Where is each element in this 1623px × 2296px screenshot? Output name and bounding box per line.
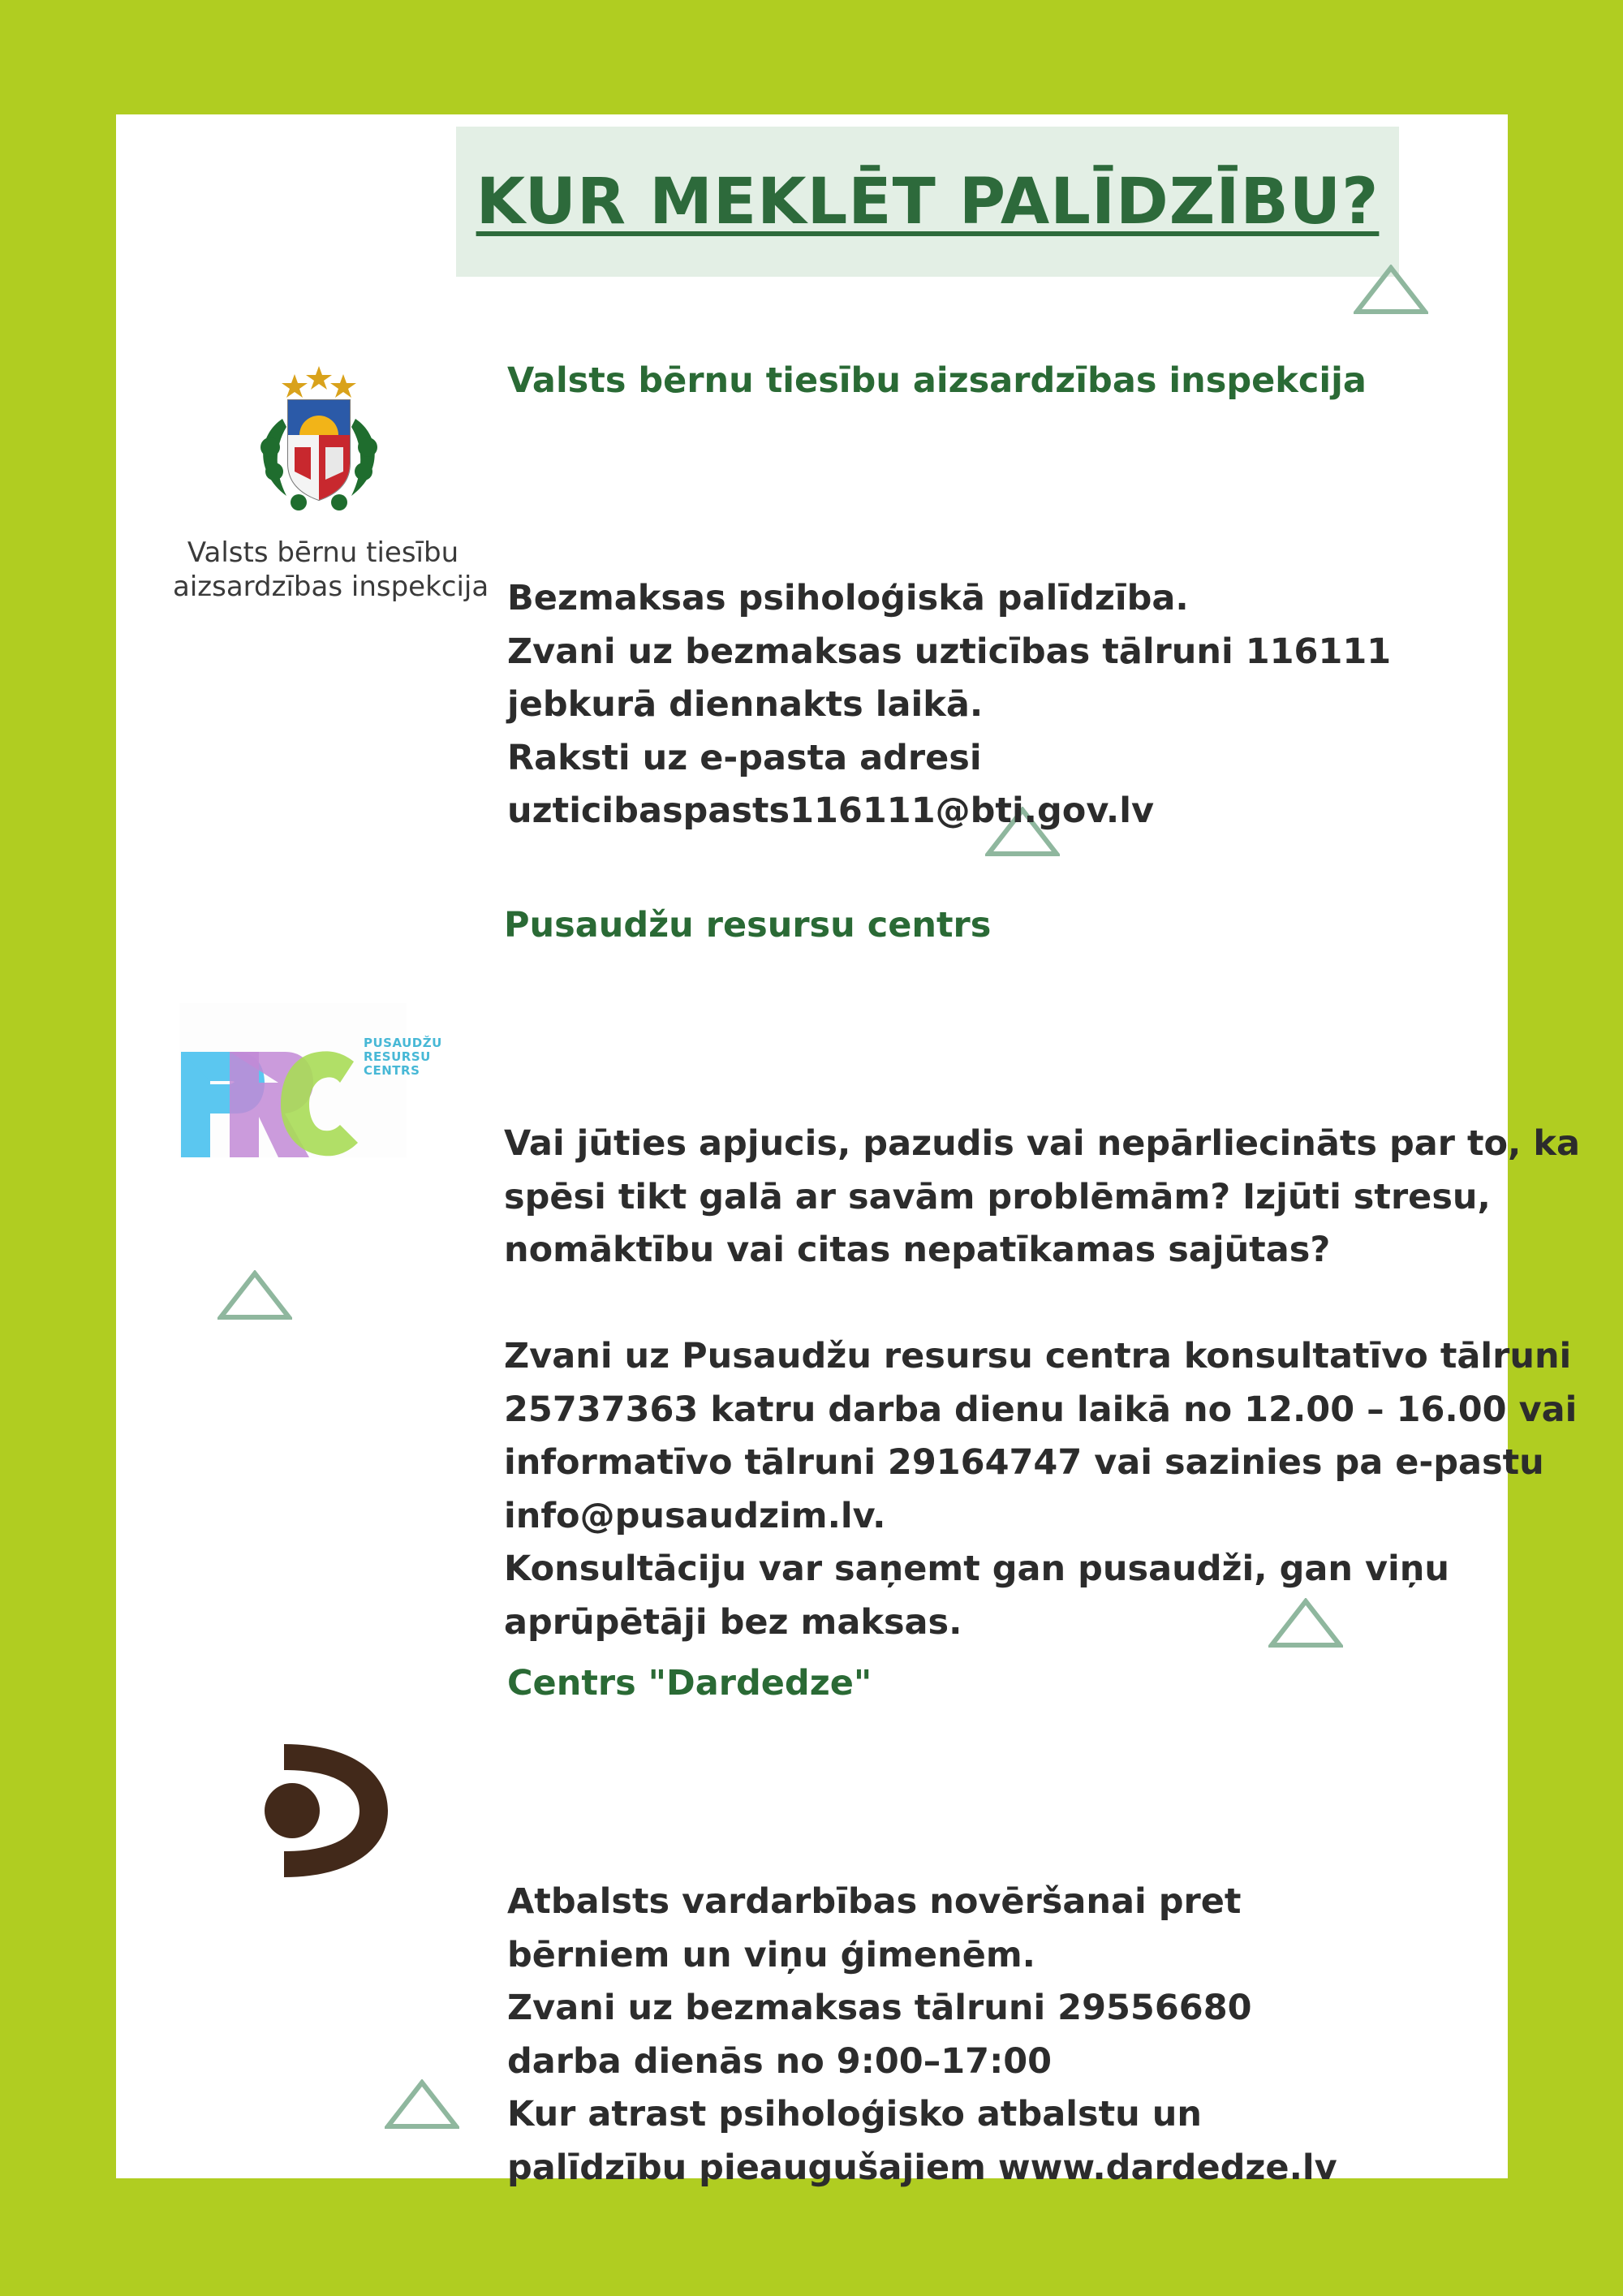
section-body xyxy=(504,1118,1580,1649)
prc-logo-label xyxy=(364,1036,442,1078)
triangle-icon xyxy=(217,1270,292,1320)
body-line: Konsultāciju var saņemt gan pusaudži, gan viņu xyxy=(504,1549,1449,1589)
prc-label-line: CENTRS xyxy=(364,1063,420,1078)
body-line: jebkurā diennakts laikā. xyxy=(507,684,984,725)
logo-caption-line: Valsts bērnu tiesību xyxy=(187,536,459,569)
body-line: nomāktību vai citas nepatīkamas sajūtas? xyxy=(504,1230,1331,1270)
section-body xyxy=(507,572,1391,838)
body-line: Raksti uz e-pasta adresi xyxy=(507,737,982,778)
email-link[interactable]: info@pusaudzim.lv. xyxy=(504,1495,886,1536)
section-heading: Centrs "Dardedze" xyxy=(507,1663,872,1704)
prc-label-line: PUSAUDŽU xyxy=(364,1036,442,1050)
body-line: Atbalsts vardarbības novēršanai pret xyxy=(507,1881,1242,1922)
triangle-icon xyxy=(385,2079,459,2130)
poster-card xyxy=(116,114,1580,2188)
page-title: KUR MEKLĒT PALĪDZĪBU? xyxy=(476,165,1380,239)
section-heading: Valsts bērnu tiesību aizsardzības inspekcija xyxy=(507,360,1367,401)
body-line: Zvani uz bezmaksas uzticības tālruni 116111 xyxy=(507,631,1392,672)
section-heading: Pusaudžu resursu centrs xyxy=(504,905,992,946)
body-line: spēsi tikt galā ar savām problēmām? Izjūti stresu, xyxy=(504,1176,1491,1217)
body-line: Zvani uz bezmaksas tālruni 29556680 xyxy=(507,1988,1252,2028)
website-link[interactable]: palīdzību pieaugušajiem www.dardedze.lv xyxy=(507,2147,1337,2188)
email-link[interactable]: uzticibaspasts116111@bti.gov.lv xyxy=(507,790,1154,831)
body-line: Kur atrast psiholoģisko atbalstu un xyxy=(507,2094,1202,2134)
latvia-coat-of-arms-icon xyxy=(238,358,400,520)
body-line xyxy=(504,1277,1580,1331)
title-banner xyxy=(456,127,1399,277)
dardedze-logo-icon xyxy=(258,1705,412,1916)
body-line: Bezmaksas psiholoģiskā palīdzība. xyxy=(507,578,1189,618)
body-line: Zvani uz Pusaudžu resursu centra konsultatīvo tālruni xyxy=(504,1336,1572,1376)
body-line: aprūpētāji bez maksas. xyxy=(504,1601,962,1643)
prc-label-line: RESURSU xyxy=(364,1049,431,1064)
body-line: bērniem un viņu ģimenēm. xyxy=(507,1934,1036,1975)
body-line: darba dienās no 9:00–17:00 xyxy=(507,2040,1053,2082)
triangle-icon xyxy=(1354,265,1428,315)
prc-logo-icon xyxy=(179,1003,407,1157)
body-line: Vai jūties apjucis, pazudis vai nepārliecināts par to, ka xyxy=(504,1123,1580,1164)
body-line: 25737363 katru darba dienu laikā no 12.00 – 16.00 vai xyxy=(504,1389,1578,1430)
body-line: informatīvo tālruni 29164747 vai sazinies pa e-pastu xyxy=(504,1442,1544,1483)
bti-logo-caption xyxy=(173,536,489,604)
logo-caption-line: aizsardzības inspekcija xyxy=(173,571,489,603)
section-body xyxy=(507,1876,1337,2195)
